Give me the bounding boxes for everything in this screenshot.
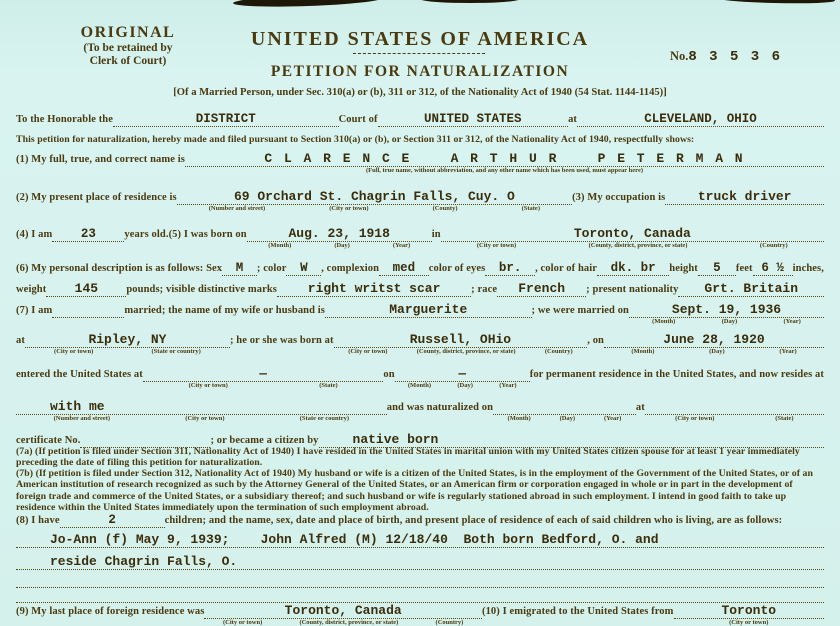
full-name-field: [185, 152, 824, 175]
foreign-residence-sublabels: [204, 619, 482, 626]
sublabel-day: (Day): [559, 415, 576, 423]
sublabel-city: (City or town): [188, 382, 228, 390]
children-entry-row-3: [16, 574, 824, 588]
clause-7b: (7b) (If petition is filed under Section 312, Nationality Act of 1940) My husband or wife is a citizen of the United States, is in the employment of the Government of the United States, or of an American institution of research recognized as such by the Attorney General of the United States, or an American firm or corporation engaged in whole or in part in the development of foreign trade and commerce of the United States, or a subsidiary thereof; and such husband or wife is regularly stationed abroad in such employment. I intend in good faith to take up residence within the United States immediately upon the termination of such employment abroad.: [16, 468, 813, 513]
spouse-name-value: Marguerite: [325, 303, 532, 318]
sublabel-state-country: (State or country): [151, 347, 201, 355]
entered-on-label: on: [383, 369, 395, 380]
birth-date-field: [247, 227, 432, 250]
naturalization-date-value: [493, 401, 636, 415]
intro-paragraph: This petition for naturalization, hereby made and filed pursuant to Section 310(a) or (b), or Section 311 or 312, of the Nationality Act of 1940, respectfully shows:: [16, 134, 695, 145]
weight-field: [46, 282, 126, 297]
spouse-address-value: with me: [16, 400, 387, 415]
resides-line: [16, 400, 824, 423]
sublabel-month: (Month): [652, 317, 676, 325]
description-line-1: [16, 262, 824, 276]
sublabel-year: (Year): [392, 241, 411, 249]
citizenship-method-value: native born: [319, 433, 824, 448]
sublabel-day: (Day): [709, 347, 725, 355]
race-value: French: [497, 282, 586, 297]
feet-label: feet: [735, 263, 753, 274]
foreign-residence-value: Toronto, Canada: [204, 604, 482, 619]
emigrated-from-field: [674, 604, 825, 626]
sublabel-country: (Country): [759, 241, 788, 249]
court-name-value: UNITED STATES: [378, 113, 568, 127]
height-feet-field: [698, 262, 736, 276]
sublabel-street: (Number and street): [208, 204, 266, 212]
married-on-label: ; we were married on: [531, 305, 629, 316]
height-feet-value: 5: [698, 262, 736, 276]
sublabel-city: (City or town): [675, 415, 715, 423]
children-entry-row-2: [16, 555, 824, 570]
spouse-address-field: [16, 400, 387, 423]
naturalized-on-label: and was naturalized on: [386, 402, 494, 413]
sublabel-month: (Month): [268, 241, 292, 249]
eyes-field: [485, 262, 535, 276]
spouse-birthplace-sublabels: [334, 348, 588, 356]
sublabel-year: (Year): [499, 382, 517, 390]
inches-label: inches,: [792, 263, 824, 274]
sex-value: M: [222, 262, 257, 276]
description-line-2: [16, 282, 824, 297]
sublabel-day: (Day): [334, 241, 350, 249]
sublabel-state: (State): [319, 382, 338, 390]
permanent-residence-label: for permanent residence in the United States, and now resides at: [529, 369, 824, 380]
birth-date-sublabels: [247, 242, 432, 250]
entered-date-value: —: [395, 368, 530, 382]
sublabel-year: (Year): [779, 347, 797, 355]
age-field: [52, 228, 124, 242]
statute-reference: [Of a Married Person, under Sec. 310(a) or (b), 311 or 312, of the Nationality Act of 1940 (54 Stat. 1144-1145)]: [173, 87, 667, 98]
sublabel-state: (State): [775, 415, 794, 423]
entered-place-value: —: [143, 368, 384, 382]
petition-number-value: 8 3 5 3 6: [688, 49, 782, 65]
entered-date-sublabels: [395, 382, 530, 390]
marks-field: [277, 282, 471, 297]
document-subtitle: PETITION FOR NATURALIZATION: [270, 63, 570, 80]
sublabel-day: (Day): [721, 317, 738, 325]
children-entry-value-3: [16, 574, 824, 588]
spouse-birthdate-field: [604, 333, 824, 356]
addressee-label-3: at: [568, 114, 578, 125]
marriage-place-value: Ripley, NY: [25, 333, 230, 348]
sublabel-county: (County): [432, 204, 458, 212]
emigrated-from-sublabels: [674, 619, 825, 626]
sublabel-month: (Month): [631, 347, 655, 355]
naturalized-at-label: at: [635, 402, 645, 413]
marriage-place-field: [25, 333, 230, 356]
children-entry-value-1: Jo-Ann (f) May 9, 1939; John Alfred (M) 12/18/40 Both born Bedford, O. and: [16, 533, 824, 548]
marks-value: right writst scar: [277, 282, 471, 297]
spouse-birthdate-value: June 28, 1920: [604, 333, 824, 348]
marriage-line: [16, 303, 824, 326]
birth-date-value: Aug. 23, 1918: [247, 227, 432, 242]
marital-status-value: [52, 304, 124, 318]
sublabel-street: (Number and street): [53, 414, 111, 422]
height-label: height: [669, 263, 698, 274]
hair-label: , color of hair: [535, 263, 598, 274]
sex-field: [222, 262, 257, 276]
sublabel-year: (Year): [604, 415, 622, 423]
document-title: UNITED STATES OF AMERICA: [250, 28, 590, 50]
citizen-by-label: ; or became a citizen by: [210, 435, 319, 446]
complexion-label: , complexion: [321, 263, 380, 274]
occupation-field: [665, 190, 824, 205]
description-label: (6) My personal description is as follows: Sex: [16, 263, 223, 274]
nationality-label: ; present nationality: [586, 284, 679, 295]
weight-label: weight: [16, 284, 47, 295]
sublabel-month: (Month): [507, 415, 531, 423]
ink-smudge: [713, 0, 835, 5]
emigrated-label: (10) I emigrated to the United States from: [481, 606, 674, 617]
sublabel-city: (City or town): [729, 618, 769, 626]
birth-label: (5) I was born on: [168, 229, 247, 240]
full-name-label: (1) My full, true, and correct name is: [16, 154, 185, 165]
addressee-label-2: Court of: [338, 114, 378, 125]
birth-place-field: [441, 227, 824, 250]
color-field: [286, 262, 321, 276]
court-type-field: [113, 113, 339, 127]
spouse-birthplace-field: [334, 333, 588, 356]
addressee-label-1: To the Honorable the: [16, 114, 113, 125]
marital-status-field: [52, 304, 124, 318]
color-label: ; color: [256, 263, 287, 274]
foreign-residence-label: (9) My last place of foreign residence was: [16, 606, 205, 617]
height-inches-value: 6 ½: [753, 262, 793, 276]
birth-in-label: in: [431, 229, 441, 240]
emigrated-from-value: Toronto: [674, 604, 825, 619]
hair-field: [597, 262, 669, 276]
spouse-address-sublabels: [16, 415, 387, 423]
sublabel-province: (County, district, province, or state): [416, 347, 516, 355]
birth-place-value: Toronto, Canada: [441, 227, 824, 242]
naturalization-place-value: [645, 401, 824, 415]
eyes-label: color of eyes: [428, 263, 486, 274]
hair-value: dk. br: [597, 262, 669, 276]
color-value: W: [286, 262, 321, 276]
court-place-field: [577, 113, 824, 127]
original-sub-line2: Clerk of Court): [89, 55, 167, 67]
children-line: [16, 514, 824, 528]
spouse-born-label: ; he or she was born at: [229, 335, 334, 346]
clause-7a: (7a) (If petition is filed under Section 311, Nationality Act of 1940) I have resided in the United States in marital union with my United States citizen spouse for at least 1 year immediately preceding the date of filing this petition for naturalization.: [16, 446, 800, 469]
foreign-residence-line: [16, 604, 824, 626]
residence-sublabels: [177, 205, 572, 213]
sublabel-country: (Country): [435, 618, 464, 626]
children-label-2: children; and the name, sex, date and place of birth, and present place of residence of each of said children who is living, are as follows:: [164, 515, 783, 526]
complexion-value: med: [379, 262, 429, 276]
entered-place-field: [143, 368, 384, 390]
birth-place-sublabels: [441, 242, 824, 250]
sublabel-full-name: (Full, true name, without abbreviation, and any other name which has been used, must appear here): [365, 166, 643, 174]
full-name-value: C L A R E N C E A R T H U R P E T E R M A N: [185, 152, 824, 167]
weight-value: 145: [46, 282, 126, 297]
original-label: ORIGINAL: [80, 24, 176, 41]
sublabel-state: (State): [521, 204, 540, 212]
marriage-date-value: Sept. 19, 1936: [629, 303, 824, 318]
children-entry-value-4: [16, 589, 824, 603]
nationality-value: Grt. Britain: [678, 282, 824, 297]
at-label: at: [16, 335, 25, 346]
children-count-value: 2: [60, 514, 165, 528]
children-entry-row-1: [16, 533, 824, 548]
sublabel-city: (City or town): [476, 241, 517, 249]
marriage-date-field: [629, 303, 824, 326]
ink-smudge: [420, 0, 520, 3]
sublabel-day: (Day): [457, 382, 473, 390]
sublabel-province: (County, district, province, or state): [299, 618, 399, 626]
occupation-label: (3) My occupation is: [572, 192, 666, 203]
residence-label: (2) My present place of residence is: [16, 192, 177, 203]
addressee-line: [16, 113, 824, 127]
entered-label: entered the United States at: [16, 369, 143, 380]
court-place-value: CLEVELAND, OHIO: [577, 113, 824, 127]
entered-date-field: [395, 368, 530, 390]
sublabel-country: (Country): [544, 347, 573, 355]
title-underline: [353, 53, 485, 54]
marital-label-2: married; the name of my wife or husband is: [124, 305, 325, 316]
on-label: , on: [587, 335, 604, 346]
full-name-sublabel: [185, 167, 824, 175]
children-entry-field-1: [16, 533, 824, 548]
ink-smudge: [233, 0, 383, 9]
sublabel-city: (City or town): [185, 414, 225, 422]
marriage-place-line: [16, 333, 824, 356]
naturalization-date-field: [493, 401, 636, 423]
sublabel-city: (City or town): [348, 347, 388, 355]
sublabel-state-country: (State or country): [299, 414, 350, 422]
naturalization-place-sublabels: [645, 415, 824, 423]
spouse-birthdate-sublabels: [604, 348, 824, 356]
residence-field: [177, 190, 572, 213]
original-sub-line1: (To be retained by: [83, 42, 173, 54]
petition-number-label: No.: [669, 49, 689, 63]
sublabel-city: (City or town): [329, 204, 369, 212]
court-name-field: [378, 113, 568, 127]
entered-us-line: [16, 368, 824, 390]
children-entry-field-2: [16, 555, 824, 570]
naturalization-date-sublabels: [493, 415, 636, 423]
naturalization-place-field: [645, 401, 824, 423]
age-label-1: (4) I am: [16, 229, 53, 240]
age-value: 23: [52, 228, 124, 242]
spouse-birthplace-value: Russell, OHio: [334, 333, 588, 348]
occupation-value: truck driver: [665, 190, 824, 205]
sublabel-city: (City or town): [223, 618, 263, 626]
sublabel-year: (Year): [783, 317, 801, 325]
children-label-1: (8) I have: [16, 515, 60, 526]
marriage-place-sublabels: [25, 348, 230, 356]
children-entry-field-3: [16, 574, 824, 588]
sublabel-province: (County, district, province, or state): [588, 241, 688, 249]
eyes-value: br.: [485, 262, 535, 276]
children-entry-field-4: [16, 589, 824, 603]
entered-place-sublabels: [143, 382, 384, 390]
children-count-field: [60, 514, 165, 528]
full-name-line: [16, 152, 824, 175]
marriage-date-sublabels: [629, 318, 824, 326]
sublabel-month: (Month): [407, 382, 431, 390]
race-field: [497, 282, 586, 297]
complexion-field: [379, 262, 429, 276]
age-birth-line: [16, 227, 824, 250]
certificate-label: certificate No.: [16, 435, 81, 446]
age-label-2: years old.: [124, 229, 169, 240]
residence-value: 69 Orchard St. Chagrin Falls, Cuy. O: [177, 190, 572, 205]
residence-line: [16, 190, 824, 213]
height-inches-field: [753, 262, 793, 276]
sublabel-city: (City or town): [54, 347, 94, 355]
marks-label: pounds; visible distinctive marks: [126, 284, 277, 295]
foreign-residence-field: [204, 604, 482, 626]
nationality-field: [678, 282, 824, 297]
children-entry-row-4: [16, 589, 824, 603]
marital-label-1: (7) I am: [16, 305, 53, 316]
children-entry-value-2: reside Chagrin Falls, O.: [16, 555, 824, 570]
court-type-value: DISTRICT: [113, 113, 339, 127]
race-label: ; race: [471, 284, 498, 295]
spouse-name-field: [325, 303, 532, 318]
